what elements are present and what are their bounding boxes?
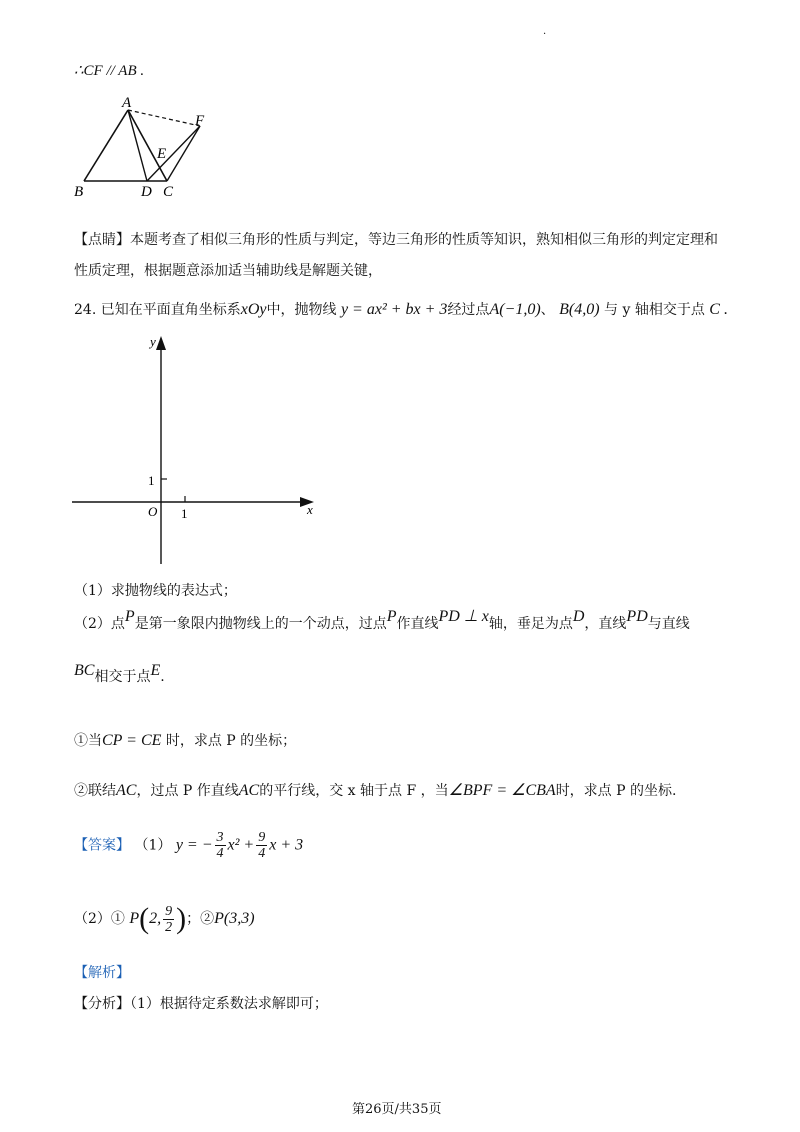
- question-number: 24.: [74, 302, 97, 318]
- answer-eq-lhs: y = −: [175, 836, 213, 854]
- question-24: [74, 299, 728, 319]
- x-tick-label: 1: [181, 506, 188, 521]
- segment-ad: [128, 110, 147, 181]
- s1-eq: CP = CE: [102, 732, 162, 749]
- p2-pd: PD: [626, 608, 648, 625]
- label-b: B: [74, 184, 84, 198]
- frac3-num: 9: [165, 903, 173, 919]
- q24-text-b: 中，抛物线: [266, 302, 337, 318]
- q24-point-c: C .: [709, 301, 728, 318]
- label-f: F: [195, 113, 205, 129]
- coordinate-plane: [68, 334, 328, 570]
- answer-p1-label: （1）: [134, 837, 172, 854]
- s2-ac2: AC: [238, 782, 260, 799]
- answer-pt1-p: P: [129, 910, 140, 927]
- answer-line-1: [74, 830, 303, 861]
- q24-coord: xOy: [240, 301, 267, 318]
- q24-point-a: A(−1,0): [489, 301, 541, 318]
- frac3-den: 2: [165, 919, 173, 935]
- y-tick-label: 1: [148, 473, 155, 488]
- fraction-9-4: [256, 830, 267, 861]
- dianjing-line1: [74, 229, 718, 249]
- part-1: （1）求抛物线的表达式；: [74, 583, 237, 599]
- q24-point-b: B(4,0): [559, 301, 600, 318]
- answer-semi: ；②: [186, 911, 215, 927]
- fenxi-text: （1）根据待定系数法求解即可；: [130, 996, 328, 1012]
- segment-df: [147, 126, 200, 181]
- sub-question-1: [74, 730, 296, 750]
- s2-d: 时，求点 P 的坐标.: [555, 783, 677, 799]
- segment-ab: [84, 110, 128, 181]
- part-2-cont: [74, 662, 165, 686]
- q24-text-a: 已知在平面直角坐标系: [100, 302, 241, 318]
- answer-x2: x² +: [227, 836, 255, 854]
- s2-a: ②联结: [74, 783, 116, 799]
- p2-d: 轴，垂足为点: [488, 616, 573, 632]
- conclusion-line: ∴CF // AB .: [74, 63, 145, 79]
- frac2-num: 9: [258, 830, 266, 845]
- x-axis-label: x: [307, 502, 313, 517]
- frac1-den: 4: [216, 846, 224, 861]
- q24-parabola: y = ax² + bx + 3: [340, 301, 448, 318]
- y-axis-label: y: [150, 334, 156, 349]
- jiexi-tag: 【解析】: [74, 965, 130, 981]
- p2-bc: BC: [74, 662, 95, 679]
- paren-open: (: [139, 902, 150, 935]
- label-d: D: [141, 184, 152, 198]
- segment-af-dashed: [128, 110, 200, 126]
- y-axis-arrow: [156, 336, 166, 350]
- p2-p1: P: [124, 608, 135, 625]
- p2-g: 相交于点: [94, 669, 151, 685]
- p2-e: ，直线: [584, 616, 627, 632]
- label-c: C: [163, 184, 174, 198]
- fenxi-tag: 【分析】: [74, 996, 130, 1012]
- answer-pt2: P(3,3): [214, 910, 255, 927]
- answer-pt1-x: 2,: [149, 910, 162, 927]
- fraction-3-4: [215, 830, 226, 861]
- page-footer: 第26页/共35页: [352, 1102, 442, 1117]
- fraction-9-2: [163, 904, 174, 935]
- p2-perp: PD ⊥ x: [438, 608, 489, 625]
- sub-question-2: [74, 780, 676, 800]
- fenxi-line: [74, 993, 328, 1013]
- s1-b: 时，求点 P 的坐标；: [165, 733, 297, 749]
- p2-e-pt: E: [150, 662, 161, 679]
- p2-c: 作直线: [396, 616, 439, 632]
- s2-ac: AC: [116, 782, 137, 799]
- p2-dpt: D: [572, 608, 585, 625]
- q24-sep: 、: [540, 302, 555, 318]
- paren-close: ): [176, 902, 187, 935]
- answer-line-2: [74, 902, 255, 936]
- label-e: E: [157, 146, 167, 162]
- answer-p2-label: （2）①: [74, 911, 125, 927]
- part-2: [74, 608, 690, 633]
- frac2-den: 4: [258, 846, 266, 861]
- answer-tail: x + 3: [269, 836, 304, 854]
- answer-tag: 【答案】: [74, 837, 130, 854]
- p2-f: 与直线: [647, 616, 690, 632]
- label-a: A: [122, 95, 132, 111]
- dianjing-tag: 【点睛】: [74, 232, 130, 248]
- triangle-figure: [70, 92, 220, 198]
- p2-p2: P: [386, 608, 397, 625]
- origin-label: O: [148, 504, 158, 519]
- s2-c: 的平行线，交 x 轴于点 F ，当: [259, 783, 449, 799]
- frac1-num: 3: [216, 830, 224, 845]
- q24-text-d: 与 y 轴相交于点: [604, 302, 705, 318]
- s2-b: ，过点 P 作直线: [136, 783, 239, 799]
- s1-a: ①当: [74, 733, 102, 749]
- dianjing-text1: 本题考查了相似三角形的性质与判定，等边三角形的性质等知识，熟知相似三角形的判定定理和: [130, 232, 718, 248]
- top-dot: .: [543, 26, 547, 37]
- p2-b: 是第一象限内抛物线上的一个动点，过点: [134, 616, 387, 632]
- q24-text-c: 经过点: [447, 302, 490, 318]
- p2-end: .: [160, 669, 165, 685]
- p2-a: （2）点: [74, 616, 125, 632]
- s2-angle: ∠BPF = ∠CBA: [448, 782, 556, 799]
- dianjing-line2: 性质定理，根据题意添加适当辅助线是解题关键，: [74, 263, 382, 279]
- segment-cf: [167, 126, 200, 181]
